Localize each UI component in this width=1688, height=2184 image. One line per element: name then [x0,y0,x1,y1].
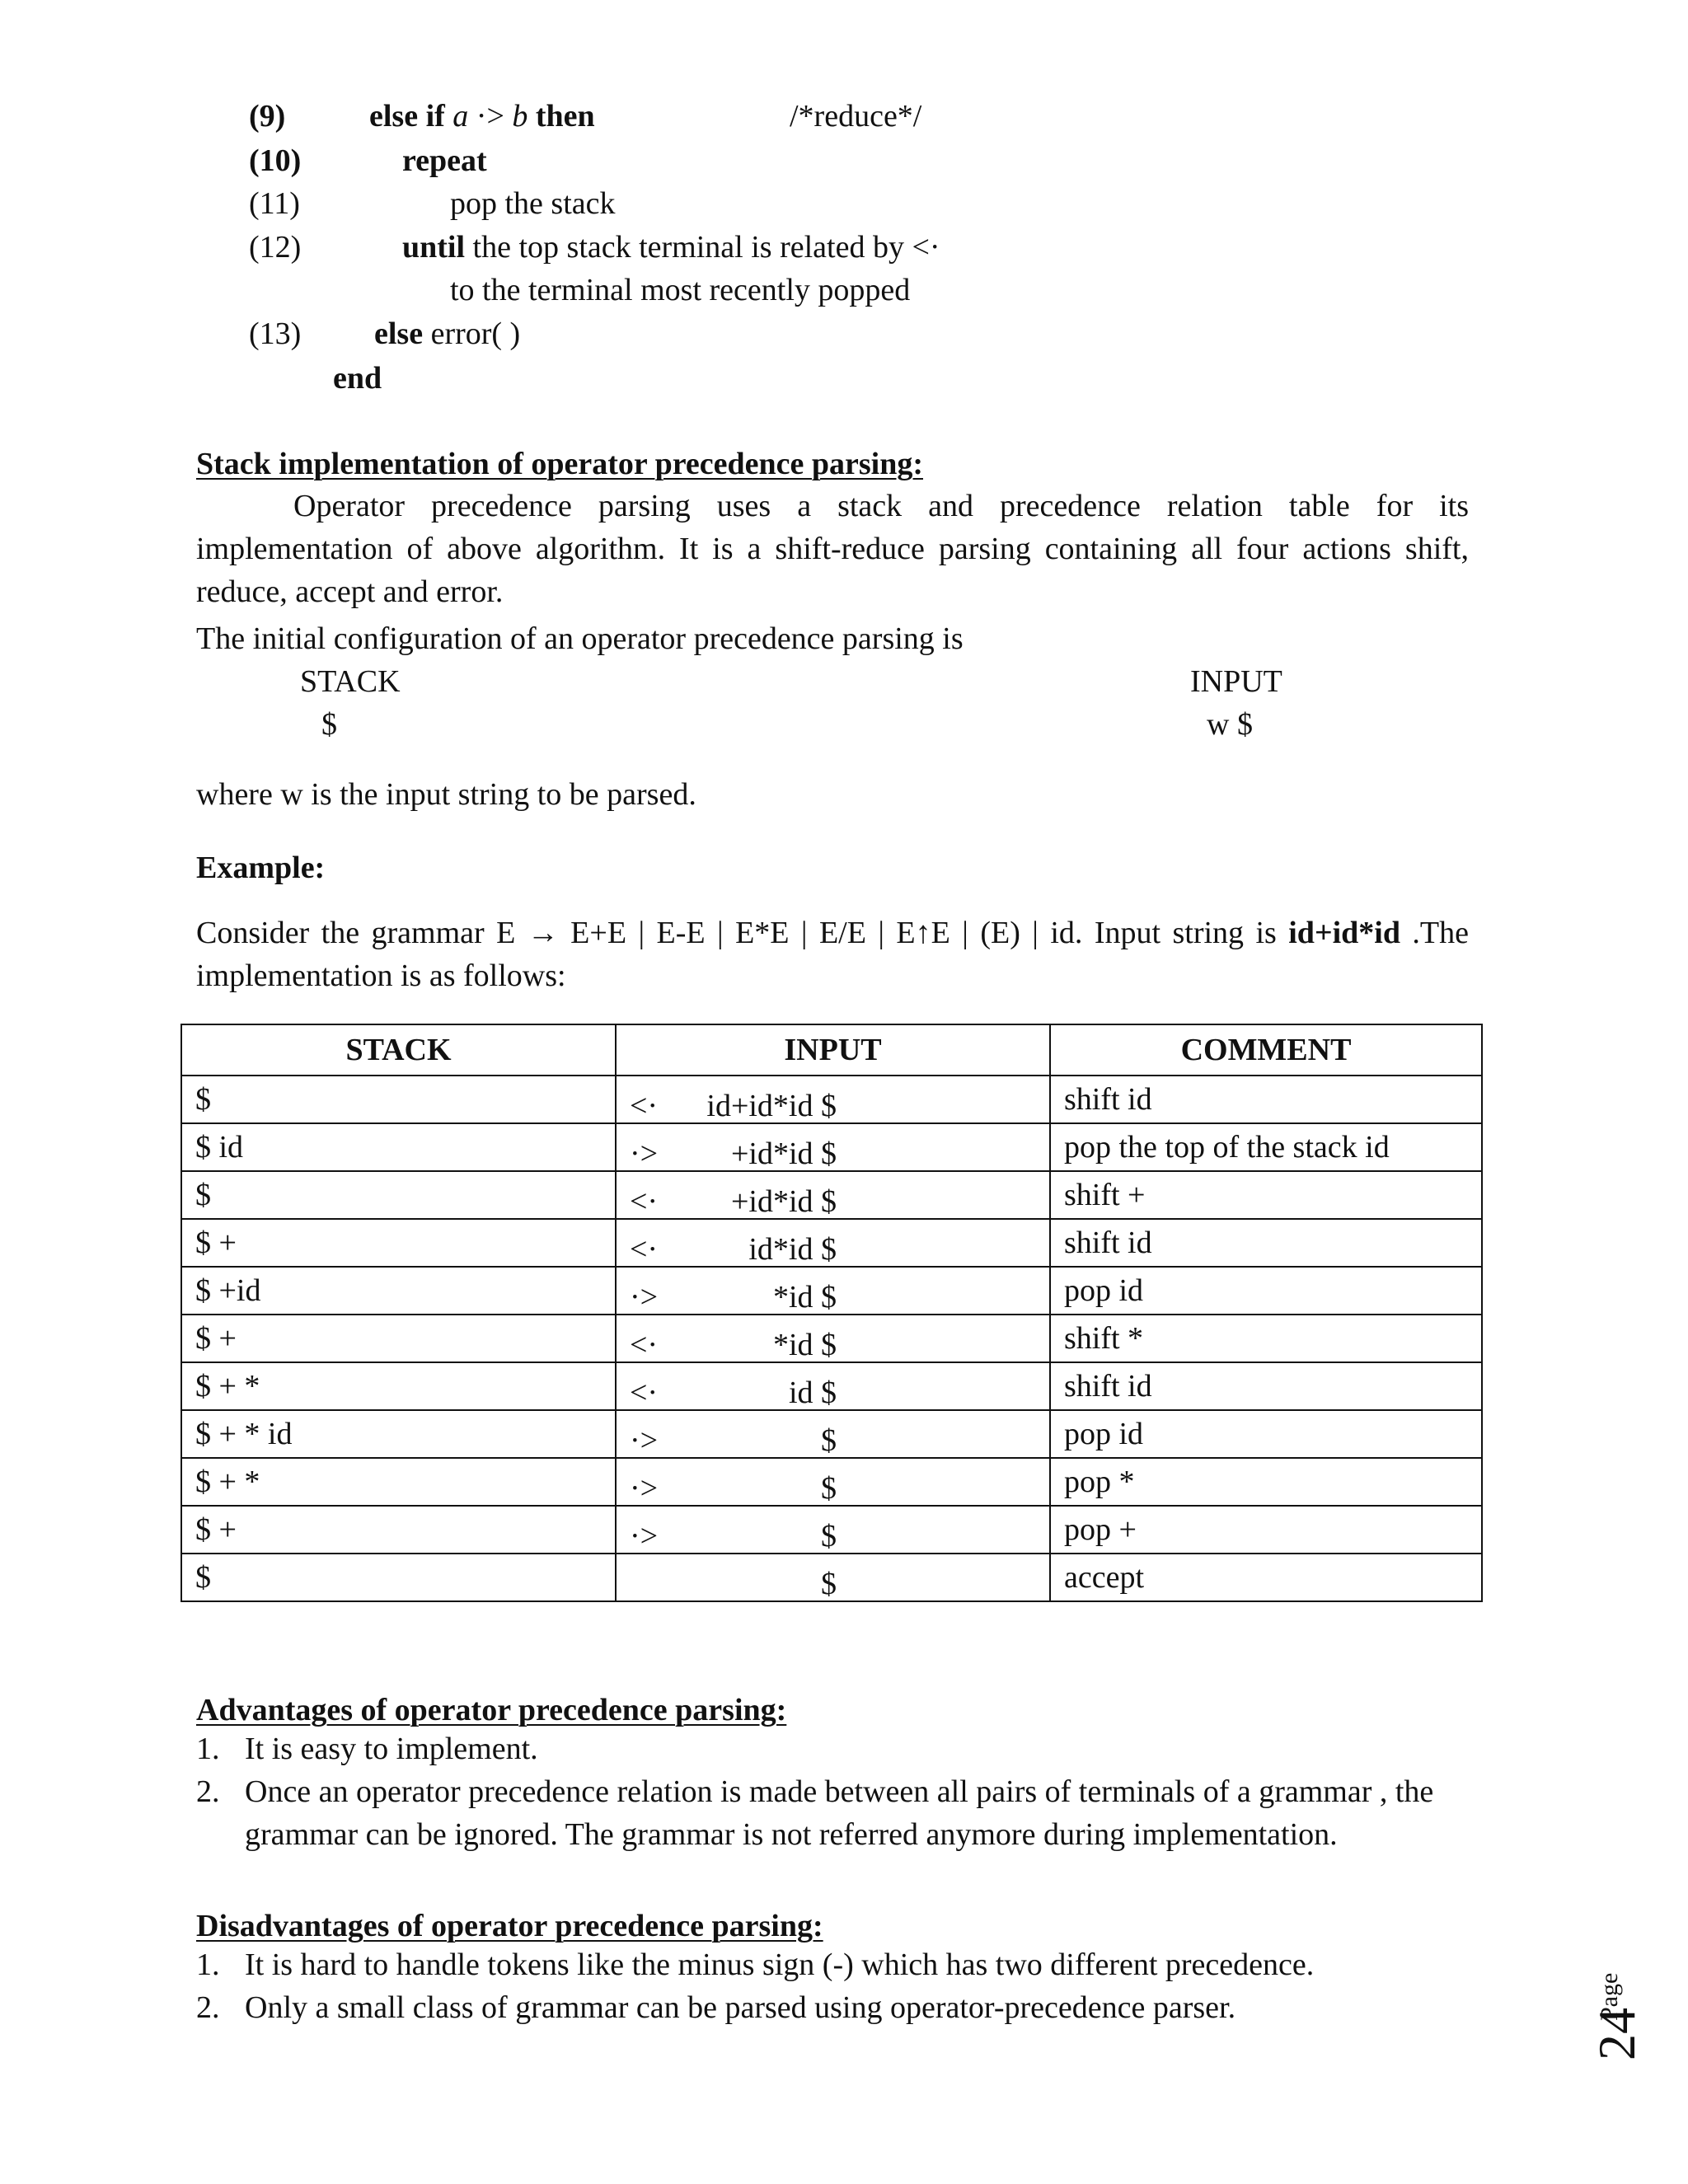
example-heading: Example: [196,851,326,885]
comment-cell: pop id [1050,1267,1482,1315]
table-row [181,1506,1482,1554]
parsing-table [181,1024,1483,1602]
algorithm-line-9: else if a ·> b then [369,99,595,134]
header-stack: STACK [181,1024,616,1076]
stack-paragraph: Operator precedence parsing uses a stack and precedence relation table for its implementation of above algorithm. It is a shift-reduce parsing containing all four actions shift, reduce, accept and error. [196,489,1469,609]
section-heading-advantages: Advantages of operator precedence parsing: [196,1693,787,1727]
input-string: *id $ [772,1280,837,1315]
input-string: id*id $ [748,1232,837,1267]
stack-cell: $ +id [181,1267,616,1315]
input-string: $ [821,1423,837,1458]
input-string: *id $ [772,1328,837,1362]
stack-cell: $ + [181,1315,616,1362]
relation-symbol: <· [630,1376,659,1410]
page-number-value: 24 [1587,2008,1646,2060]
input-value: w $ [1207,707,1253,742]
comment-cell: pop + [1050,1506,1482,1554]
algorithm-line-10: repeat [402,143,487,178]
input-cell [616,1315,1050,1362]
comment-cell: pop the top of the stack id [1050,1123,1482,1171]
table-row [181,1554,1482,1601]
section-heading-stack: Stack implementation of operator precedence parsing: [196,447,923,481]
example-paragraph: Consider the grammar E → E+E | E-E | E*E | E/E | E↑E | (E) | id. Input string is id+id*id .The implementation is as follows: [196,916,1469,993]
where-text: where w is the input string to be parsed. [196,777,696,812]
input-string: $ [821,1567,837,1601]
table-header-row [181,1024,1482,1076]
algorithm-line-11: pop the stack [450,186,616,221]
table-row [181,1458,1482,1506]
comment-cell: pop id [1050,1410,1482,1458]
header-input: INPUT [616,1024,1050,1076]
input-label: INPUT [1190,664,1282,699]
comment-cell: shift id [1050,1362,1482,1410]
algorithm-line-12: until the top stack terminal is related by <· [402,230,940,265]
table-row [181,1362,1482,1410]
section-heading-disadvantages: Disadvantages of operator precedence parsing: [196,1909,823,1943]
line-number: (12) [249,230,302,265]
input-cell [616,1171,1050,1219]
comment-cell: shift id [1050,1219,1482,1267]
line-number: (9) [249,99,286,134]
list-item: 2. Only a small class of grammar can be parsed using operator-precedence parser. [196,1990,1236,2025]
relation-symbol: <· [630,1089,659,1123]
input-cell [616,1123,1050,1171]
table-row [181,1076,1482,1123]
input-cell [616,1362,1050,1410]
comment-cell: shift + [1050,1171,1482,1219]
header-comment: COMMENT [1050,1024,1482,1076]
disadvantages-list [196,1943,1482,2029]
input-string: +id*id $ [730,1137,837,1171]
stack-cell: $ + * [181,1458,616,1506]
stack-cell: $ + [181,1506,616,1554]
input-cell [616,1076,1050,1123]
comment-cell: pop * [1050,1458,1482,1506]
stack-cell: $ [181,1171,616,1219]
comment-cell: shift id [1050,1076,1482,1123]
table-row [181,1219,1482,1267]
relation-symbol: ·> [630,1280,659,1315]
stack-cell: $ + * [181,1362,616,1410]
algorithm-end: end [333,361,382,396]
table-row [181,1267,1482,1315]
line-number: (13) [249,316,302,351]
input-cell [616,1219,1050,1267]
relation-symbol: ·> [630,1137,659,1171]
page-label: Page [1596,1972,1623,2021]
stack-cell: $ [181,1554,616,1601]
input-cell [616,1554,1050,1601]
relation-symbol: ·> [630,1519,659,1554]
relation-symbol: <· [630,1328,659,1362]
input-cell [616,1458,1050,1506]
algorithm-line-12-cont: to the terminal most recently popped [450,273,911,307]
input-string: $ [821,1519,837,1554]
table-row [181,1123,1482,1171]
stack-cell: $ [181,1076,616,1123]
algorithm-line-13: else error( ) [374,316,521,351]
table-row [181,1410,1482,1458]
stack-cell: $ + * id [181,1410,616,1458]
input-string: id+id*id $ [706,1089,837,1123]
stack-cell: $ id [181,1123,616,1171]
input-string: id $ [788,1376,837,1410]
line-number: (11) [249,186,300,221]
input-cell [616,1506,1050,1554]
list-item: 1. It is easy to implement. [196,1732,538,1766]
table-row [181,1315,1482,1362]
relation-symbol: <· [630,1232,659,1267]
input-string: $ [821,1471,837,1506]
input-cell [616,1410,1050,1458]
relation-symbol: <· [630,1184,659,1219]
relation-symbol: ·> [630,1471,659,1506]
table-row [181,1171,1482,1219]
input-cell [616,1267,1050,1315]
line-number: (10) [249,143,302,178]
advantages-list [196,1727,1482,1856]
stack-label: STACK [300,664,401,699]
input-string: +id*id $ [730,1184,837,1219]
stack-cell: $ + [181,1219,616,1267]
list-item: 2. Once an operator precedence relation is made between all pairs of terminals of a grammar , the grammar can be ignored. The grammar is not referred anymore during implementation. [196,1774,1434,1852]
reduce-comment: /*reduce*/ [790,99,922,134]
comment-cell: shift * [1050,1315,1482,1362]
list-item: 1. It is hard to handle tokens like the minus sign (-) which has two different precedence. [196,1947,1315,1982]
stack-value: $ [321,707,337,742]
page-number [1587,1929,1681,2060]
comment-cell: accept [1050,1554,1482,1601]
initial-config-text: The initial configuration of an operator precedence parsing is [196,621,964,656]
relation-symbol: ·> [630,1423,659,1458]
